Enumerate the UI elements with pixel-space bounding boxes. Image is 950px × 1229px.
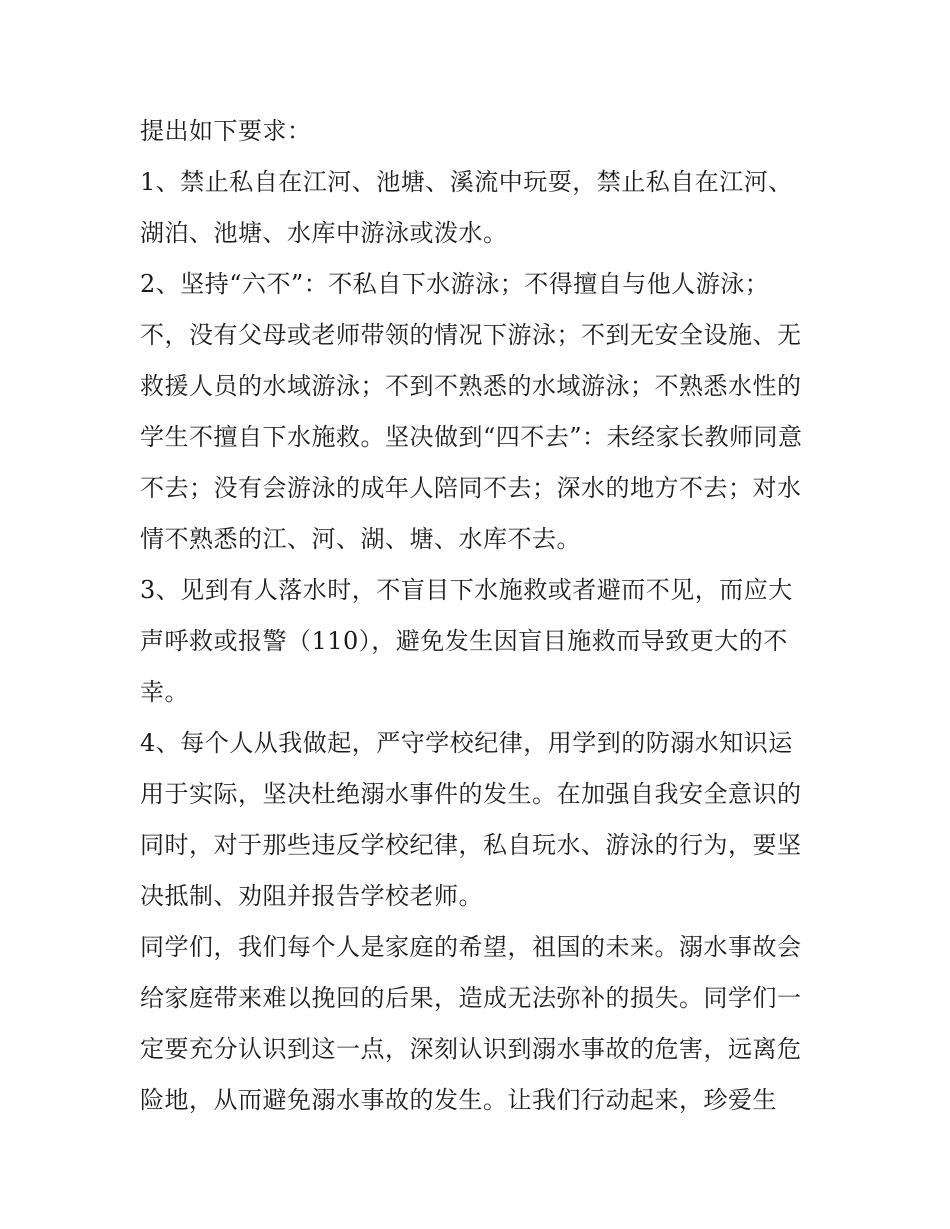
text-line: 不去；没有会游泳的成年人陪同不去；深水的地方不去；对水 [140,474,802,502]
text-line: 1、禁止私自在江河、池塘、溪流中玩耍，禁止私自在江河、 [140,168,793,196]
text-line: 决抵制、劝阻并报告学校老师。 [140,882,483,910]
text-line: 声呼救或报警（110），避免发生因盲目施救而导致更大的不 [140,627,788,655]
text-line: 3、见到有人落水时，不盲目下水施救或者避而不见，而应大 [140,576,793,604]
text-line: 给家庭带来难以挽回的后果，造成无法弥补的损失。同学们一 [140,984,802,1012]
text-line: 湖泊、池塘、水库中游泳或泼水。 [140,219,508,247]
document-body [140,106,815,1126]
text-line: 情不熟悉的江、河、湖、塘、水库不去。 [140,525,581,553]
text-line: 用于实际，坚决杜绝溺水事件的发生。在加强自我安全意识的 [140,780,802,808]
text-line: 不，没有父母或老师带领的情况下游泳；不到无安全设施、无 [140,321,802,349]
text-line: 提出如下要求： [140,117,312,145]
text-line: 4、每个人从我做起，严守学校纪律，用学到的防溺水知识运 [140,729,793,757]
text-line: 险地，从而避免溺水事故的发生。让我们行动起来，珍爱生 [140,1086,777,1114]
text-line: 学生不擅自下水施救。坚决做到“四不去”：未经家长教师同意 [140,423,803,451]
text-line: 救援人员的水域游泳；不到不熟悉的水域游泳；不熟悉水性的 [140,372,802,400]
text-line: 幸。 [140,678,189,706]
text-line: 同学们，我们每个人是家庭的希望，祖国的未来。溺水事故会 [140,933,802,961]
text-line: 定要充分认识到这一点，深刻认识到溺水事故的危害，远离危 [140,1035,802,1063]
text-line: 2、坚持“六不”：不私自下水游泳；不得擅自与他人游泳； [140,270,770,298]
text-line: 同时，对于那些违反学校纪律，私自玩水、游泳的行为，要坚 [140,831,802,859]
